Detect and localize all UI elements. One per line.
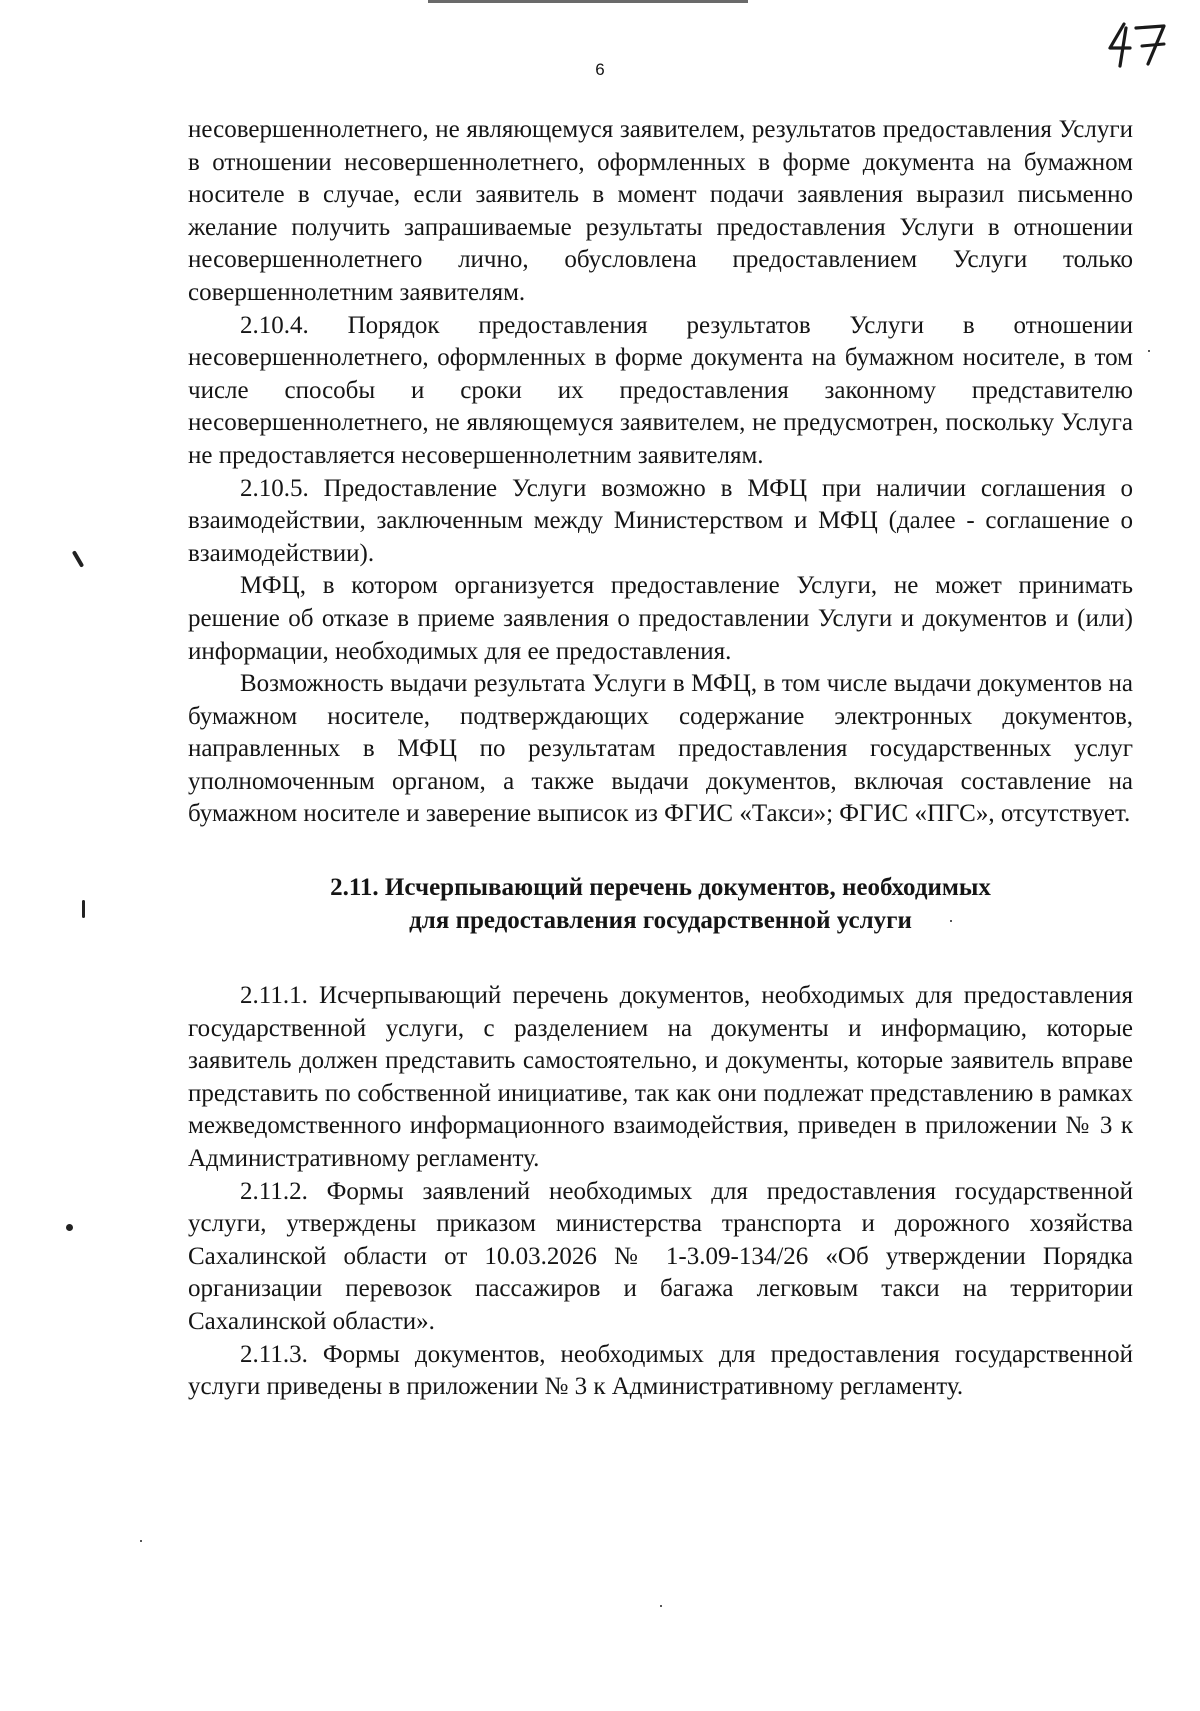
scan-speck [1148,350,1150,352]
handwritten-sheet-number [1106,18,1170,70]
section-title [188,871,1133,937]
page-number: 6 [595,60,605,79]
paragraph-2-11-2: 2.11.2. Формы заявлений необходимых для предоставления государственной услуги, утверждены приказом министерства транспорта и дорожного хозяйства Сахалинской области от 10.03.2026 № 1-3.09-134/26 «Об утверждении Порядка организации перевозок пассажиров и багажа легковым такси на территории Сахалинской области». [188,1177,1133,1335]
scan-top-edge [428,0,748,3]
paragraph-2-10-5: 2.10.5. Предоставление Услуги возможно в МФЦ при наличии соглашения о взаимодействии, заключенным между Министерством и МФЦ (далее - соглашение о взаимодействии). [188,474,1133,567]
section-title-line-1: 2.11. Исчерпывающий перечень документов, необходимых [330,874,991,902]
body-text [188,114,1133,1404]
paragraph-2-11-1: 2.11.1. Исчерпывающий перечень документов, необходимых для предоставления государственной услуги, с разделением на документы и информацию, которые заявитель должен представить самостоятельно, и документы, которые заявитель вправе представить по собственной инициативе, так как они подлежат представлению в рамках межведомственного информационного взаимодействия, приведен в приложении № 3 к Административному регламенту. [188,982,1133,1173]
scan-speck [72,550,84,568]
scan-speck [82,900,85,918]
scan-speck [66,1224,73,1231]
scan-speck [950,920,952,922]
paragraph-mfc-decision: МФЦ, в котором организуется предоставление Услуги, не может принимать решение об отказе в приеме заявления о предоставлении Услуги и документов и (или) информации, необходимых для ее предоставления. [188,572,1133,665]
scan-speck [660,1605,662,1607]
paragraph-mfc-results: Возможность выдачи результата Услуги в МФЦ, в том числе выдачи документов на бумажном носителе, подтверждающих содержание электронных документов, направленных в МФЦ по результатам предоставления государственных услуг уполномоченным органом, а также выдачи документов, включая составление на бумажном носителе и заверение выписок из ФГИС «Такси»; ФГИС «ПГС», отсутствует. [188,670,1133,828]
paragraph-2-10-4: 2.10.4. Порядок предоставления результатов Услуги в отношении несовершеннолетнего, оформленных в форме документа на бумажном носителе, в том числе способы и сроки их предоставления законному представителю несовершеннолетнего, не являющемуся заявителем, не предусмотрен, поскольку Услуга не предоставляется несовершеннолетним заявителям. [188,311,1133,469]
scan-speck [140,1540,142,1542]
paragraph-continuation: несовершеннолетнего, не являющемуся заявителем, результатов предоставления Услуги в отношении несовершеннолетнего, оформленных в форме документа на бумажном носителе в случае, если заявитель в момент подачи заявления выразил письменно желание получить запрашиваемые результаты предоставления Услуги в отношении несовершеннолетнего лично, обусловлена предоставлением Услуги только совершеннолетним заявителям. [188,116,1133,306]
section-title-line-2: для предоставления государственной услуги [409,907,912,935]
paragraph-2-11-3: 2.11.3. Формы документов, необходимых для предоставления государственной услуги приведены в приложении № 3 к Административному регламенту. [188,1340,1133,1401]
